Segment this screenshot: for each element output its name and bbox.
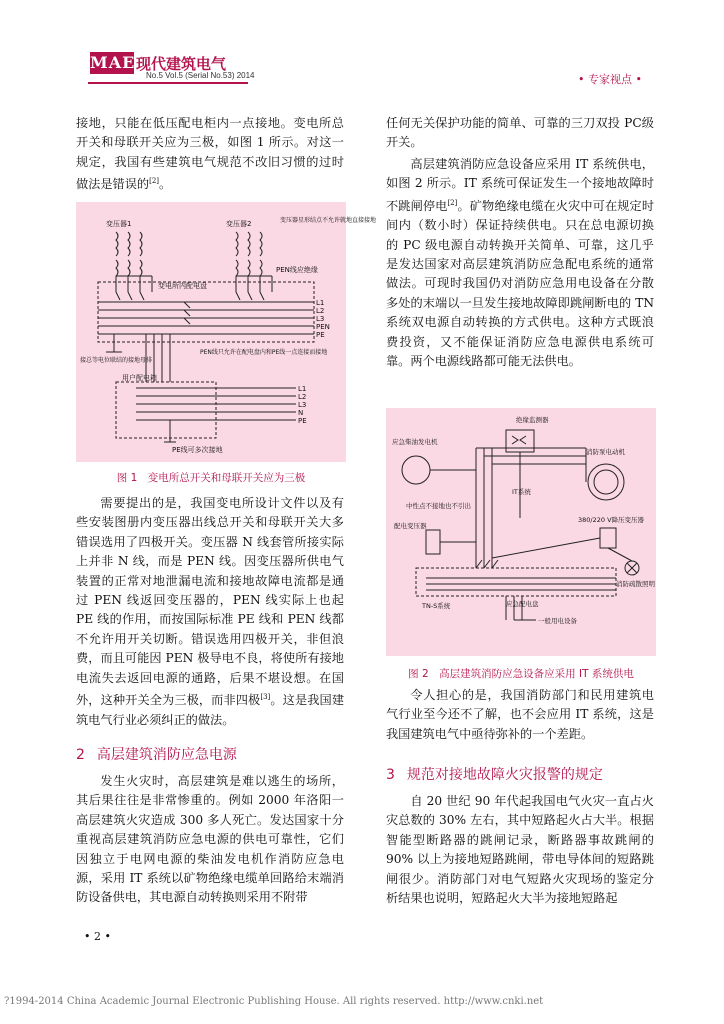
fig2-label-tns: TN-S系统 — [422, 602, 451, 610]
page-number: • 2 • — [84, 930, 111, 943]
section-label: • 专家视点 • — [578, 73, 642, 86]
fig1-label-pe: PE — [316, 331, 325, 339]
fig2-label-it: IT系统 — [512, 488, 531, 496]
fig1-label-pen: PEN — [316, 323, 330, 331]
right-text-top — [386, 114, 654, 371]
paragraph: 自 20 世纪 90 年代起我国电气火灾一直占火灾总数的 30% 左右，其中短路起火占大半。根据智能型断路器的跳闸记录，断路器事故跳闸的 90% 以上为接地短路跳闸，带电导体间的短路跳闸很少。消防部门对电气短路火灾现场的鉴定分析结果也说明，短路起火大半为接地短路起 — [386, 794, 654, 906]
reference[interactable]: [2] — [149, 177, 160, 186]
left-text-top — [76, 114, 344, 195]
figure-2 — [386, 408, 656, 656]
fig1-label-t2: 变压器2 — [226, 220, 252, 228]
fig1-label-l2: L2 — [316, 307, 325, 315]
fig1-label-star-note: 变压器星形结点不允许就地直接接地 — [280, 217, 377, 224]
paragraph: 发生火灾时，高层建筑是难以逃生的场所，其后果往往是非常惨重的。例如 2000 年洛阳一高层建筑火灾造成 300 多人死亡。发达国家十分重视高层建筑消防应急电源的供电可靠性，它们因独立于电网电源的柴油发电机作消防应急电源，采用 IT 系统以矿物绝缘电缆单回路给末端消防设备供电，其电源自动转换则采用不附带 — [76, 774, 344, 905]
transformer-1-icon — [116, 232, 152, 292]
svg-text:PE: PE — [298, 417, 307, 425]
fig1-label-user-panel: 用户配电箱 — [122, 374, 157, 382]
fig2-label-general: 一般用电设备 — [538, 617, 577, 625]
fig1-label-pen-insul: PEN线应绝缘 — [276, 266, 318, 274]
issue-info: No.5 Vol.5 (Serial No.53) 2014 — [146, 71, 255, 80]
figure-1-diagram — [76, 202, 377, 462]
paragraph: 接地，只能在低压配电柜内一点接地。变电所总开关和母联开关应为三极，如图 1 所示。对这一规定，我国有些建筑电气规范不改旧习惯的过时做法是错误的[2]。 — [76, 116, 344, 192]
fig2-label-pump: 消防泵电动机 — [586, 448, 625, 456]
fig2-label-step-down: 380/220 V降压变压器 — [578, 516, 645, 524]
section-3-heading: 3 规范对接地故障火灾报警的规定 — [386, 767, 603, 783]
insulation-monitor-icon — [506, 430, 534, 452]
fig1-label-l3: L3 — [316, 315, 325, 323]
fig2-label-monitor: 绝缘监测器 — [516, 416, 549, 424]
fig1-label-pe-multi: PE线可多次接地 — [172, 446, 223, 454]
svg-text:L3: L3 — [298, 401, 307, 409]
svg-text:L2: L2 — [298, 393, 307, 401]
journal-name: 现代建筑电气 — [136, 55, 227, 73]
fig2-label-neutral: 中性点不接地也不引出 — [406, 502, 471, 510]
generator-icon — [402, 456, 430, 484]
journal-logo: MAE — [90, 53, 136, 72]
right-text-bottom — [386, 686, 654, 744]
pump-motor-icon — [588, 464, 624, 500]
fig1-label-n: N — [298, 409, 304, 417]
reference[interactable]: [2] — [447, 198, 458, 207]
left-text-section2 — [76, 772, 344, 908]
distribution-transformer-icon — [426, 530, 440, 554]
figure-1 — [76, 202, 377, 462]
fig1-label-l1: L1 — [316, 299, 325, 307]
paragraph: 令人担心的是，我国消防部门和民用建筑电气行业至今还不了解，也不会应用 IT 系统，这是我国建筑电气中亟待弥补的一个差距。 — [386, 688, 654, 741]
section-2-heading: 2 高层建筑消防应急电源 — [76, 747, 237, 763]
fig1-label-panel: 变电所内配电盘 — [158, 282, 207, 290]
right-text-section3 — [386, 792, 654, 908]
fig1-label-pen-note: PEN线只允许在配电盘内和PE线一点连接而接地 — [200, 349, 328, 356]
fig1-label-t1: 变压器1 — [106, 220, 132, 228]
paragraph: 任何无关保护功能的简单、可靠的三刀双投 PC级开关。 — [386, 116, 654, 150]
paragraph: 需要提出的是，我国变电所设计文件以及有些安装图册内变压器出线总开关和母联开关大多错误选用了四极开关。变压器 N 线套管所接实际上并非 N 线，而是 PEN 线。因变压器所供电气装置的正常对地泄漏电流和接地故障电流都是通过 PEN 线返回变压器的，PEN 线实际上也起 PE 线的作用，而按国际标准 PE 线和 PEN 线都不允许用开关切断。错误选用四极开关，非但浪费，而且可能因 PEN 极导电不良，将使所有接地电流失去返回电源的通路，后果不堪设想。在国外，这种开关全为三极，而非四极[3]。这是我国建筑电气行业必须纠正的做法。 — [76, 496, 345, 727]
figure-2-diagram — [386, 408, 656, 656]
fig2-label-genset: 应急柴油发电机 — [392, 438, 438, 446]
copyright-footer: ?1994-2014 China Academic Journal Electronic Publishing House. All rights reserved. http://www.cnki.net — [4, 996, 544, 1007]
figure-2-caption: 图 2 高层建筑消防应急设备应采用 IT 系统供电 — [408, 668, 634, 680]
reference[interactable]: [3] — [260, 693, 271, 702]
left-text-bottom — [76, 494, 344, 730]
step-down-transformer-icon — [600, 528, 616, 548]
fig2-label-dist-tr: 配电变压器 — [394, 522, 427, 530]
header-rule — [88, 82, 248, 84]
paragraph: 高层建筑消防应急设备应采用 IT 系统供电，如图 2 所示。IT 系统可保证发生一个接地故障时不跳闸停电[2]。矿物绝缘电缆在火灾中可在规定时间内（数小时）保证持续供电。只在总电源切换的 PC 级电源自动转换开关简单、可靠，这几乎是发达国家对高层建筑消防应急配电系统的通常做法。可现时我国仍对消防应急用电设备在分散多处的末端以一旦发生接地故障即跳闸断电的 TN 系统双电源自动转换的方式供电。这种方式既浪费投资，又不能保证消防应急电源供电系统可靠。两个电源线路都可能无法供电。 — [386, 156, 655, 368]
fig1-label-earth-bus: 接总等电位联结的接地母排 — [80, 357, 153, 364]
figure-1-caption: 图 1 变电所总开关和母联开关应为三极 — [116, 472, 306, 484]
fig2-label-emerg-panel: 应急配电盘 — [506, 600, 539, 608]
transformer-2-icon — [236, 232, 272, 292]
fig2-label-evac: 消防疏散照明 — [616, 580, 655, 588]
svg-text:L1: L1 — [298, 385, 307, 393]
